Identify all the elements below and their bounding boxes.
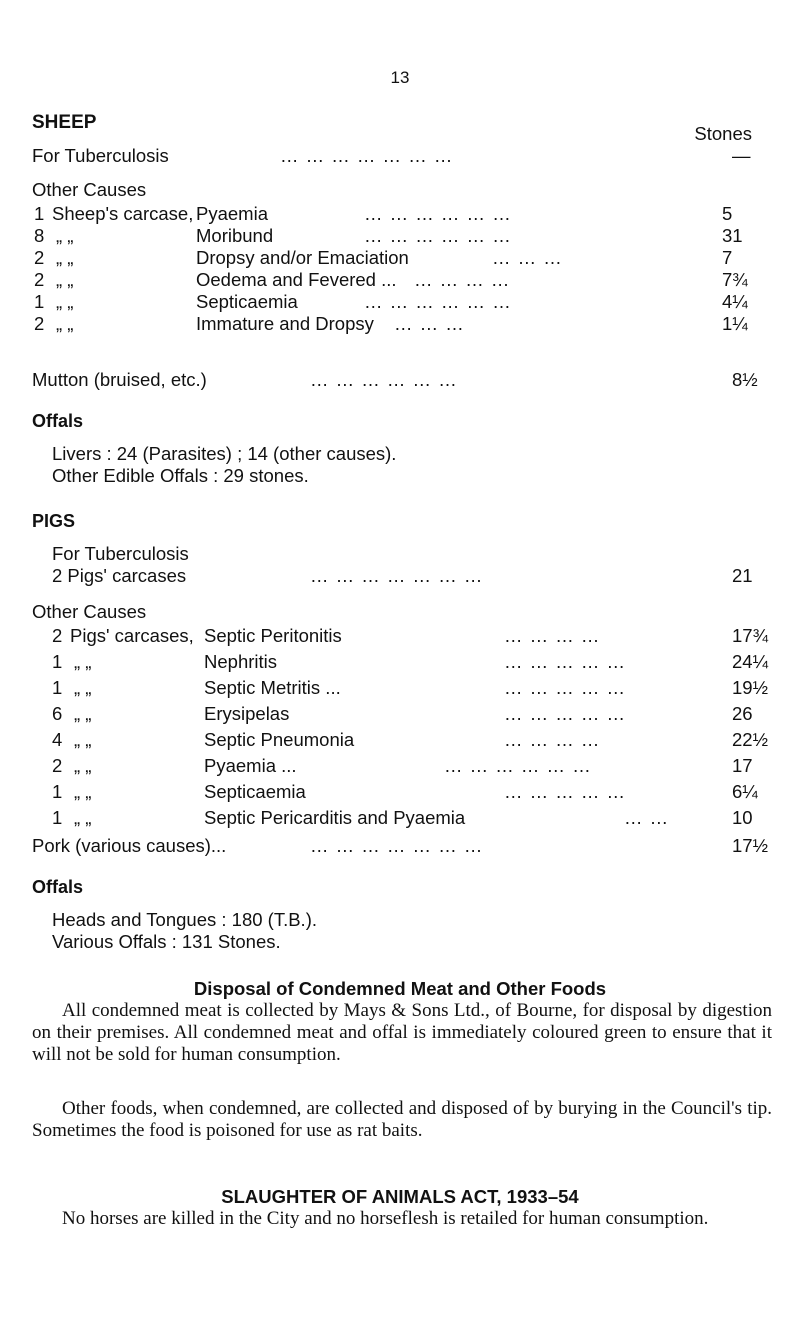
cause-value: 17¾	[732, 625, 769, 646]
pigs-cause-row	[52, 703, 752, 725]
leader-dots: … … … … …	[504, 651, 627, 672]
sheep-tb-label: For Tuberculosis	[32, 145, 169, 166]
leader-dots: … … …	[394, 313, 465, 334]
pigs-offals-line-2: Various Offals : 131 Stones.	[52, 931, 281, 952]
leader-dots: … … … … … …	[444, 755, 592, 776]
cause-value: 17	[732, 755, 753, 776]
sheep-tb-row	[32, 145, 752, 167]
sheep-other-causes-label: Other Causes	[32, 179, 147, 200]
leader-dots: … … … … …	[504, 781, 627, 802]
sheep-offals-line-2: Other Edible Offals : 29 stones.	[52, 465, 309, 486]
cause-count: 1	[34, 203, 45, 224]
cause-count: 1	[52, 651, 63, 672]
pigs-cause-row	[52, 755, 752, 777]
cause-count: 2	[34, 269, 45, 290]
cause-label: Moribund	[196, 225, 274, 246]
cause-label: Septicaemia	[196, 291, 298, 312]
sheep-tb-value: —	[732, 145, 751, 166]
cause-value: 5	[722, 203, 733, 224]
leader-dots: … … … … … …	[310, 369, 458, 390]
ditto-marks: „ „	[74, 729, 92, 750]
mutton-label: Mutton (bruised, etc.)	[32, 369, 207, 390]
pigs-tb-row	[52, 565, 752, 587]
ditto-marks: „ „	[74, 755, 92, 776]
pigs-cause-row	[52, 807, 752, 829]
pigs-offals-line-1: Heads and Tongues : 180 (T.B.).	[52, 909, 317, 930]
ditto-marks: „ „	[74, 703, 92, 724]
leader-dots: … … … … …	[504, 677, 627, 698]
carcase-label: Sheep's carcase,	[52, 203, 194, 224]
ditto-marks: „ „	[74, 781, 92, 802]
ditto-marks: „ „	[56, 225, 74, 246]
sheep-cause-row	[34, 291, 754, 313]
cause-count: 2	[52, 755, 63, 776]
mutton-row	[32, 369, 758, 391]
cause-count: 2	[34, 313, 45, 334]
leader-dots: … … … … … … …	[310, 565, 484, 586]
slaughter-paragraph: No horses are killed in the City and no horseflesh is retailed for human consumption.	[62, 1208, 709, 1229]
cause-label: Pyaemia ...	[204, 755, 297, 776]
leader-dots: … … …	[492, 247, 563, 268]
cause-label: Nephritis	[204, 651, 277, 672]
ditto-marks: „ „	[56, 269, 74, 290]
cause-count: 2	[34, 247, 45, 268]
cause-count: 1	[52, 677, 63, 698]
pigs-tb-row-label: 2 Pigs' carcases	[52, 565, 187, 586]
pigs-heading: PIGS	[32, 511, 76, 531]
sheep-cause-row	[34, 203, 754, 225]
cause-value: 31	[722, 225, 743, 246]
pigs-cause-row	[52, 651, 769, 673]
sheep-heading: SHEEP	[32, 112, 97, 133]
leader-dots: … … … … … …	[364, 203, 512, 224]
slaughter-heading: SLAUGHTER OF ANIMALS ACT, 1933–54	[221, 1186, 579, 1207]
cause-label: Septic Metritis ...	[204, 677, 341, 698]
leader-dots: … … … … … …	[364, 291, 512, 312]
cause-count: 1	[52, 781, 63, 802]
disposal-paragraph-1: All condemned meat is collected by Mays & Sons Ltd., of Bourne, for disposal by digestion on their premises. All condemned meat and offal is immediately coloured green to ensure that it will not be sold for human consumption.	[32, 1000, 772, 1065]
cause-label: Pyaemia	[196, 203, 268, 224]
pork-label: Pork (various causes)...	[32, 835, 227, 856]
sheep-offals-line-1: Livers : 24 (Parasites) ; 14 (other causes).	[52, 443, 397, 464]
cause-label: Erysipelas	[204, 703, 290, 724]
mutton-value: 8½	[732, 369, 758, 390]
leader-dots: … …	[624, 807, 670, 828]
disposal-heading: Disposal of Condemned Meat and Other Foods	[193, 978, 607, 999]
pigs-tb-row-value: 21	[732, 565, 753, 586]
cause-label: Septic Pericarditis and Pyaemia	[204, 807, 466, 828]
ditto-marks: „ „	[56, 313, 74, 334]
cause-value: 1¼	[722, 313, 748, 334]
cause-value: 22½	[732, 729, 769, 750]
cause-count: 6	[52, 703, 63, 724]
cause-value: 7	[722, 247, 733, 268]
pigs-offals-heading: Offals	[32, 877, 84, 897]
cause-label: Dropsy and/or Emaciation	[196, 247, 409, 268]
ditto-marks: „ „	[74, 677, 92, 698]
cause-value: 24¼	[732, 651, 769, 672]
leader-dots: … … … …	[414, 269, 511, 290]
sheep-cause-row	[34, 313, 754, 335]
cause-label: Immature and Dropsy	[196, 313, 374, 334]
pigs-cause-row	[52, 729, 769, 751]
cause-count: 1	[52, 807, 63, 828]
leader-dots: … … … … …	[504, 703, 627, 724]
sheep-cause-row	[34, 225, 754, 247]
pigs-tb-label: For Tuberculosis	[52, 543, 189, 564]
ditto-marks: „ „	[74, 651, 92, 672]
ditto-marks: „ „	[56, 247, 74, 268]
page-number: 13	[390, 68, 410, 87]
cause-label: Septic Pneumonia	[204, 729, 355, 750]
cause-count: 4	[52, 729, 63, 750]
cause-count: 2	[52, 625, 63, 646]
pork-row	[32, 835, 769, 857]
cause-value: 19½	[732, 677, 769, 698]
cause-value: 26	[732, 703, 753, 724]
ditto-marks: „ „	[74, 807, 92, 828]
leader-dots: … … … … … … …	[280, 145, 454, 166]
pork-value: 17½	[732, 835, 769, 856]
cause-label: Septicaemia	[204, 781, 306, 802]
cause-count: 8	[34, 225, 45, 246]
sheep-cause-row	[34, 247, 754, 269]
sheep-offals-heading: Offals	[32, 411, 84, 431]
cause-count: 1	[34, 291, 45, 312]
sheep-cause-row	[34, 269, 754, 291]
stones-column-header: Stones	[694, 123, 752, 144]
carcase-label: Pigs' carcases,	[70, 625, 194, 646]
cause-value: 10	[732, 807, 753, 828]
pigs-cause-row	[52, 677, 769, 699]
pigs-cause-row	[52, 781, 758, 803]
cause-label: Septic Peritonitis	[204, 625, 342, 646]
leader-dots: … … … … … … …	[310, 835, 484, 856]
leader-dots: … … … …	[504, 625, 601, 646]
leader-dots: … … … …	[504, 729, 601, 750]
cause-value: 4¼	[722, 291, 748, 312]
disposal-paragraph-2: Other foods, when condemned, are collected and disposed of by burying in the Council's tip. Sometimes the food is poisoned for use as rat baits.	[32, 1098, 772, 1141]
pigs-other-causes-label: Other Causes	[32, 601, 147, 622]
pigs-cause-row	[52, 625, 769, 647]
cause-label: Oedema and Fevered ...	[196, 269, 397, 290]
ditto-marks: „ „	[56, 291, 74, 312]
cause-value: 7¾	[722, 269, 748, 290]
leader-dots: … … … … … …	[364, 225, 512, 246]
cause-value: 6¼	[732, 781, 758, 802]
